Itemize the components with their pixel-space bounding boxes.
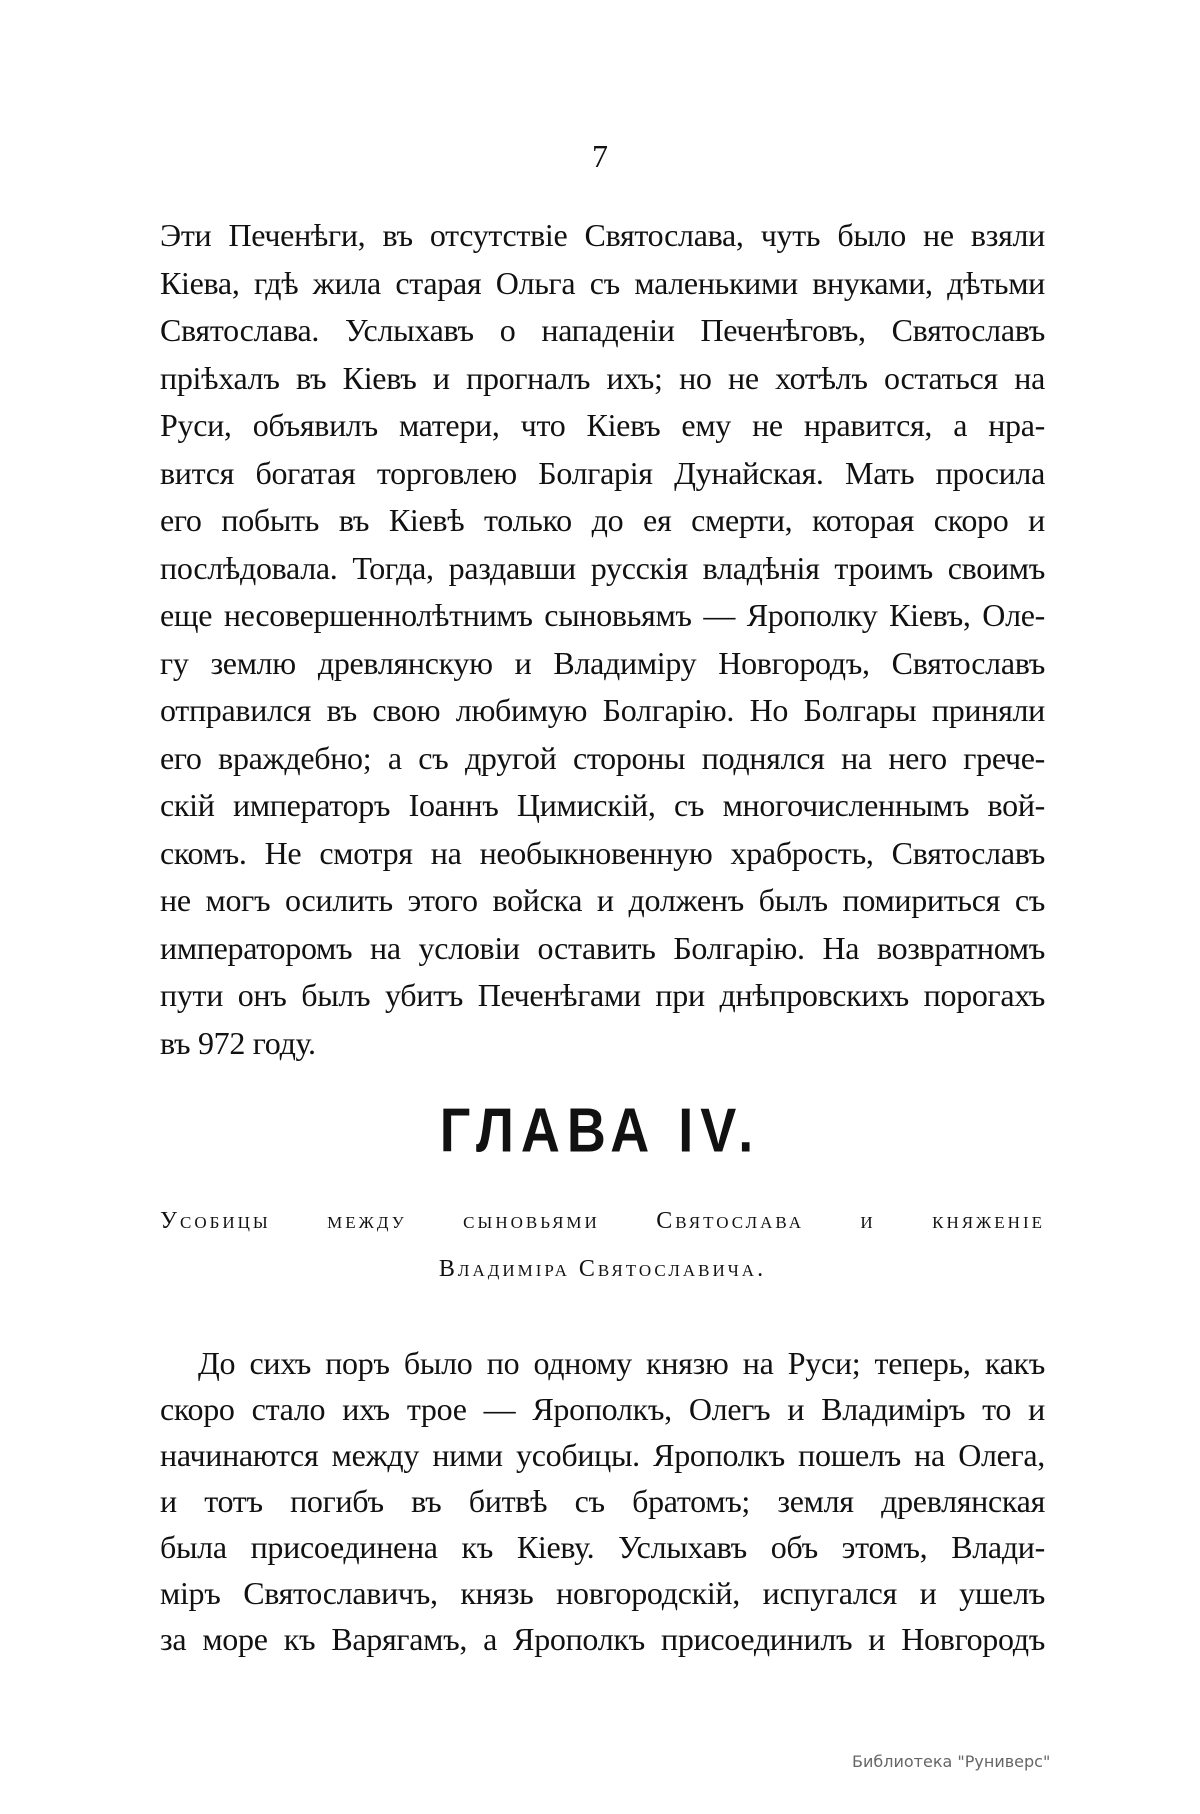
paragraph-1 <box>160 212 1045 1067</box>
text-line: скомъ. Не смотря на необыкновенную храбрость, Святославъ <box>160 834 1045 871</box>
text-line: за море къ Варягамъ, а Ярополкъ присоединилъ и Новгородъ <box>160 1621 1045 1657</box>
paragraph-2 <box>160 1340 1045 1662</box>
text-line: пріѣхалъ въ Кіевъ и прогналъ ихъ; но не хотѣлъ остаться на <box>160 359 1045 396</box>
text-line: скоро стало ихъ трое — Ярополкъ, Олегъ и Владиміръ то и <box>160 1391 1045 1427</box>
text-line: еще несовершеннолѣтнимъ сыновьямъ — Ярополку Кіевъ, Оле- <box>160 597 1045 633</box>
text-line: послѣдовала. Тогда, раздавши русскія владѣнія троимъ своимъ <box>160 549 1045 586</box>
text-line: была присоединена къ Кіеву. Услыхавъ объ этомъ, Влади- <box>160 1529 1045 1565</box>
text-line: его побыть въ Кіевѣ только до ея смерти, которая скоро и <box>160 502 1045 538</box>
text-line: отправился въ свою любимую Болгарію. Но Болгары приняли <box>160 692 1045 728</box>
text-line: Святослава. Услыхавъ о нападеніи Печенѣговъ, Святославъ <box>160 312 1045 348</box>
text-line: Эти Печенѣги, въ отсутствіе Святослава, чуть было не взяли <box>160 217 1045 253</box>
text-line: императоромъ на условіи оставить Болгарію. На возвратномъ <box>160 929 1045 966</box>
text-line: міръ Святославичъ, князь новгородскій, испугался и ушелъ <box>160 1575 1045 1611</box>
text-line: въ 972 году. <box>160 1024 316 1061</box>
text-line: Руси, объявилъ матери, что Кіевъ ему не нравится, а нра- <box>160 407 1045 443</box>
chapter-title: ГЛАВА IV. <box>439 1096 761 1166</box>
text-line: и тотъ погибъ въ битвѣ съ братомъ; земля древлянская <box>160 1483 1045 1519</box>
text-line: До сихъ поръ было по одному князю на Руси; теперь, какъ <box>198 1345 1045 1381</box>
text-line: Кіева, гдѣ жила старая Ольга съ маленькими внуками, дѣтьми <box>160 264 1045 301</box>
text-line: пути онъ былъ убитъ Печенѣгами при днѣпровскихъ порогахъ <box>160 977 1045 1013</box>
text-line: скій императоръ Іоаннъ Цимискій, съ многочисленнымъ вой- <box>160 787 1045 823</box>
library-watermark: Библиотека "Руниверс" <box>852 1752 1051 1771</box>
chapter-subtitle-line-1: Усобицы между сыновьями Святослава и княженіе <box>160 1208 1045 1234</box>
text-line: гу землю древлянскую и Владиміру Новгородъ, Святославъ <box>160 644 1045 681</box>
page-number: 7 <box>592 138 608 174</box>
text-line: начинаются между ними усобицы. Ярополкъ пошелъ на Олега, <box>160 1437 1045 1473</box>
text-line: его враждебно; а съ другой стороны поднялся на него грече- <box>160 739 1045 776</box>
text-line: не могъ осилить этого войска и долженъ былъ помириться съ <box>160 882 1045 918</box>
chapter-subtitle-line-2: Владиміра Святославича. <box>438 1256 767 1282</box>
text-line: вится богатая торговлею Болгарія Дунайская. Мать просила <box>160 454 1045 491</box>
